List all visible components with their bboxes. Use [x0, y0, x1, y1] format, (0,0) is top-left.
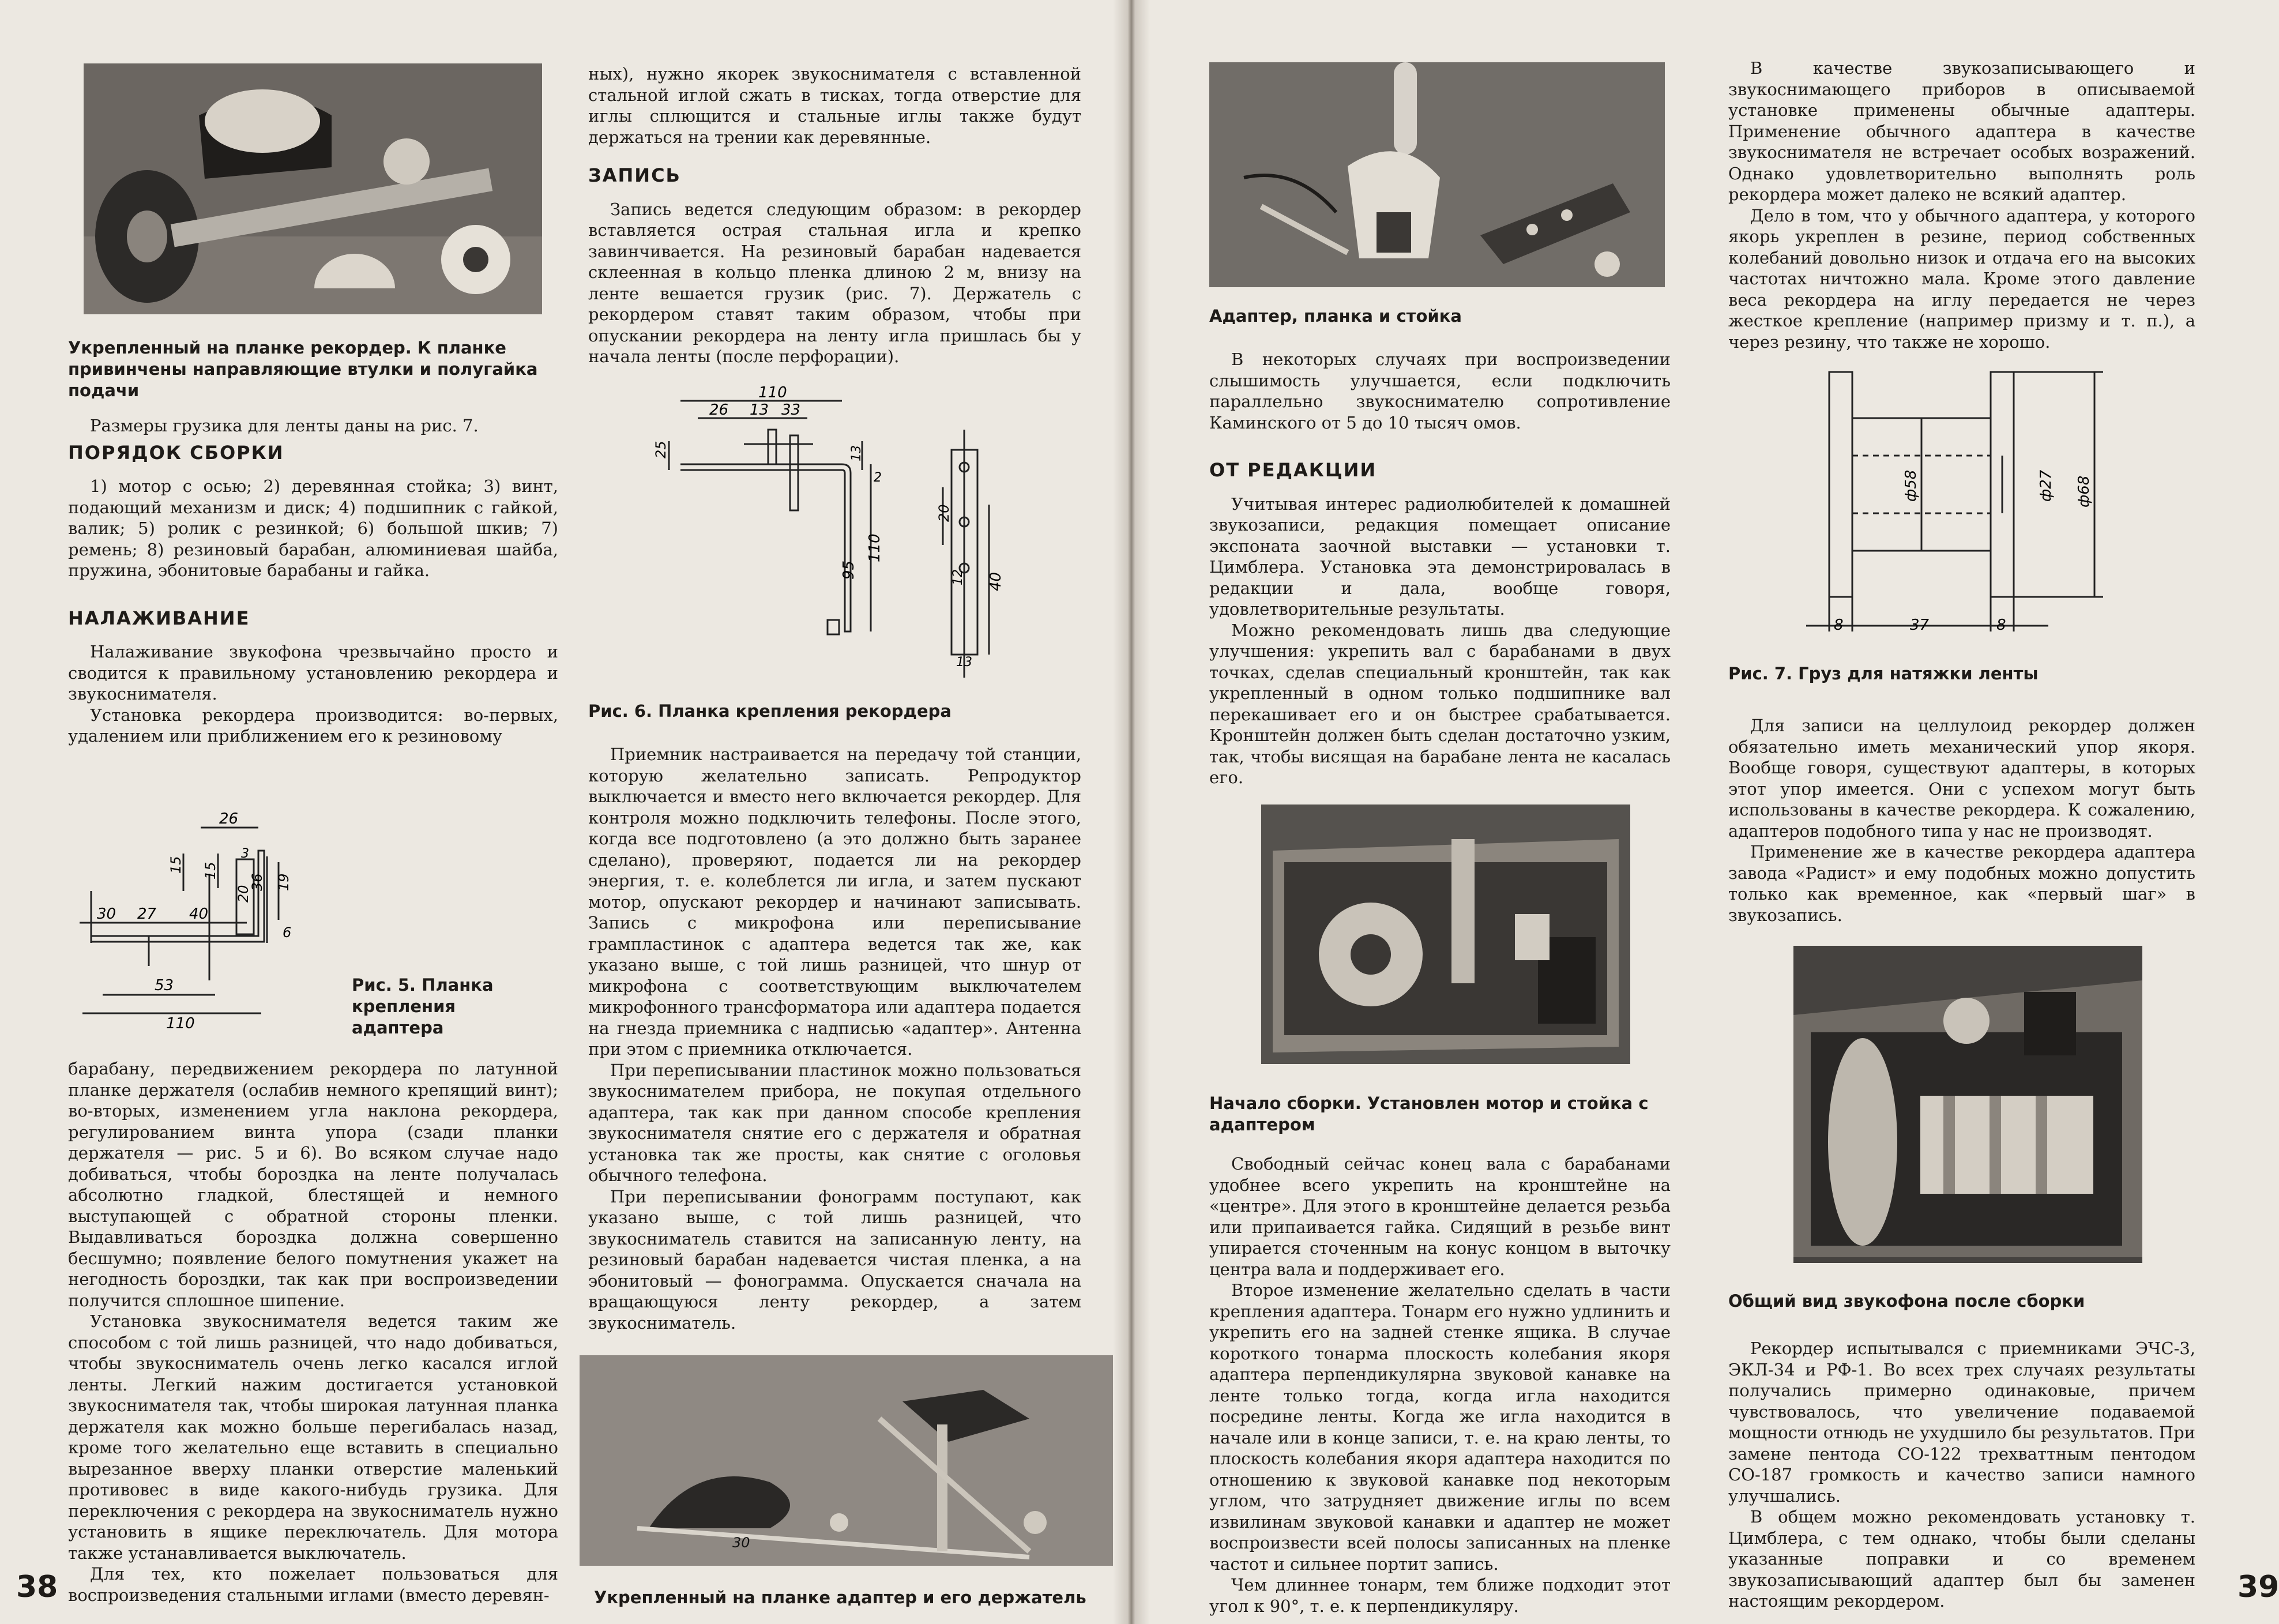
paragraph-kaminsky: В некоторых случаях при воспроизведении слышимость улучшается, если подключить параллельно звукоснимателю сопротивление Каминского от 5 до 10 тысяч омов. [1209, 349, 1671, 433]
paragraph-matter: Дело в том, что у обычного адаптера, у которого якорь укреплен в резине, период собственных колебаний довольно низок и отдача его на высоких частотах ничтожно мала. Кроме этого давление веса рекордера на иглу передается не через жесткое крепление (например призму и т. п.), а через резину, что также не хорошо. [1728, 205, 2195, 352]
fig5-dim-19: 19 [276, 873, 292, 891]
fig5-dim-27: 27 [137, 905, 157, 923]
fig5-dim-20: 20 [235, 885, 251, 903]
fig6-dim-110-side: 110 [866, 533, 883, 562]
paragraph-tested: Рекордер испытывался с приемниками ЭЧС-3, ЭКЛ-34 и РФ-1. Во всех трех случаях результаты получались примерно одинаковые, причем чувствовалось, что увеличение подаваемой мощности отнюдь не ухудшило бы результатов. При замене пентода СО-122 трехваттным пентодом СО-187 громкость и качество записи намного улучшались. [1728, 1339, 2195, 1506]
right-photo3-caption: Начало сборки. Установлен мотор и стойка с адаптером [1209, 1093, 1649, 1134]
fig6-dim-20: 20 [936, 504, 952, 522]
photo2-dim-30: 30 [732, 1535, 750, 1551]
fig7-dim-37: 37 [1910, 616, 1930, 634]
paragraph-record: Запись ведется следующим образом: в рекордер вставляется острая стальная игла и крепко завинчивается. На резиновый барабан надевается склеенная в кольцо пленка длиною 2 м, внизу на ленте вешается грузик (рис. 7). Держатель с рекордером ставят таким образом, чтобы при опускании рекордера на ленту игла пришлась бы у начала ленты (после перфорации). [588, 199, 1081, 366]
adapter-plate-stand-photo [1209, 62, 1665, 287]
right-photo1-caption: Адаптер, планка и стойка [1209, 306, 1462, 326]
paragraph-radist: Применение же в качестве рекордера адаптера завода «Радист» и ему подобных можно допустить только как временное, как «первый шаг» в звукозапись. [1728, 842, 2195, 925]
right-page [1131, 0, 2279, 1624]
spine-gutter [1113, 0, 1150, 1624]
figure-6-drawing [653, 384, 1061, 689]
right-col-2 [1728, 58, 2195, 352]
left-page [0, 0, 1129, 1624]
fig7-dim-8-right: 8 [1996, 616, 2006, 634]
adapter-holder-photo [580, 1355, 1116, 1566]
paragraph-needles: ных), нужно якорек звукоснимателя с вставленной стальной иглой сжать в тисках, тогда отверстие для иглы сплющится и стальные иглы также будут держаться на трении как деревянные. [588, 64, 1081, 147]
paragraph-editor-1: Учитывая интерес радиолюбителей к домашней звукозаписи, редакция помещает описание экспоната заочной выставки — установки т. Цимблера. Установка эта демонстрировалась в редакции и дала, вообще говоря, удовлетворительные результаты. [1209, 494, 1671, 619]
left-col-1 [68, 415, 558, 747]
paragraph-general: В общем можно рекомендовать установку т. Цимблера, с тем однако, чтобы были сделаны указанные поправки и со временем звукозаписывающий адаптер был бы заменен настоящим рекордером. [1728, 1507, 2195, 1611]
figure-7-drawing [1772, 363, 2164, 634]
paragraph-receiver: Приемник настраивается на передачу той станции, которую желательно записать. Репродуктор выключается и вместо него включается рекордер. Для контроля можно подключить телефоны. После этого, когда все подготовлено (а это должно быть заранее сделано), проверяют, подается ли на рекордер энергия, т. е. колеблется ли игла, и затем пускают мотор, опускают рекордер и начинают записывать. Запись с микрофона или переписывание грампластинок с адаптера ведется так же, как указано выше, с той лишь разницей, что шнур от микрофона с соответствующим выключателем микрофонного трансформатора или адаптера подается на гнезда приемника с надписью «адаптер». Антенна при этом с приемника отключается. [588, 745, 1081, 1059]
fig6-dim-40: 40 [987, 572, 1005, 591]
paragraph-rewrite-1: При переписывании пластинок можно пользоваться звукоснимателем прибора, не покупая отдельного адаптера, так как при данном способе крепления звукоснимателя снятие его с держателя и обратная установка так же просты, как снятие с оголовья обычного телефона. [588, 1060, 1081, 1185]
paragraph-free-end: Свободный сейчас конец вала с барабанами удобнее всего укрепить на кронштейне на «центре». Для этого в кронштейне делается резьба или припаивается гайка. Сидящий в резьбе винт упирается сточенным на конус концом в выточку центра вала и поддерживает его. [1209, 1154, 1671, 1279]
paragraph-continued-1: барабану, передвижением рекордера по латунной планке держателя (ослабив немного крепящий винт); во-вторых, изменением угла наклона рекордера, регулированием винта упора (сзади планки держателя — рис. 5 и 6). Во всяком случае надо добиваться, чтобы бороздка на ленте получалась абсолютно гладкой, блестящей и немного выступающей с обратной стороны пленки. Выдавливаться бороздка должна совершенно бесшумно; появление белого помутнения укажет на негодность бороздки, так как при воспроизведении получится сплошное шипение. [68, 1059, 558, 1310]
fig6-dim-26: 26 [709, 401, 729, 419]
fig6-dim-13: 13 [750, 401, 769, 419]
fig7-dim-f58: ф58 [1902, 469, 1920, 502]
photo2-dimension-drawing [721, 1531, 790, 1554]
assembled-soundphone-image [1793, 946, 2142, 1263]
recorder-on-plate-photo [84, 63, 542, 314]
fig7-dim-8-left: 8 [1834, 616, 1844, 634]
fig5-dim-26: 26 [219, 810, 239, 828]
paragraph-adapters: В качестве звукозаписывающего и звукоснимающего приборов в описываемой установке применены обычные адаптеры. Применение обычного адаптера в качестве звукоснимателя не встречает особых возражений. Однако удовлетворительно выполнять роль рекордера может далеко не всякий адаптер. [1728, 58, 2195, 204]
paragraph-gruzik: Размеры грузика для ленты даны на рис. 7. [90, 416, 479, 435]
figure-6-recorder-plate [653, 384, 1061, 689]
heading-editor: ОТ РЕДАКЦИИ [1209, 459, 1377, 481]
page-number-left: 38 [16, 1570, 58, 1604]
paragraph-tuning-2: Установка рекордера производится: во-первых, удалением или приближением его к резиновому [68, 705, 558, 746]
right-col-2-continued [1728, 715, 2195, 926]
fig5-dim-30: 30 [97, 905, 116, 923]
paragraph-celluloid: Для записи на целлулоид рекордер должен обязательно иметь механический упор якоря. Вообще говоря, существуют адаптеры, в которых этот упор имеется. Они с успехом могут быть использованы в качестве рекордера. К сожалению, адаптеров подобного типа у нас не производят. [1728, 716, 2195, 841]
recorder-on-plate-image [84, 63, 542, 314]
heading-record: ЗАПИСЬ [588, 164, 681, 186]
fig5-dim-110: 110 [166, 1015, 195, 1032]
heading-tuning: НАЛАЖИВАНИЕ [68, 607, 250, 629]
left-col-1-continued [68, 1058, 558, 1606]
paragraph-editor-2: Можно рекомендовать лишь два следующие улучшения: укрепить вал с барабанами в двух точках, сделав специальный кронштейн, так как укрепленный в одном только подшипнике вал перекашивает его и он быстрее срабатывается. Кронштейн должен быть сделан достаточно узким, так, чтобы висящая на барабане лента не касалась его. [1209, 620, 1671, 787]
assembled-soundphone-photo [1793, 946, 2142, 1263]
fig6-dim-110-top: 110 [758, 384, 787, 401]
fig5-dim-6: 6 [283, 924, 292, 941]
heading-assembly: ПОРЯДОК СБОРКИ [68, 441, 284, 464]
page-number-right: 39 [2237, 1570, 2279, 1604]
fig6-dim-2: 2 [874, 471, 882, 485]
paragraph-continued-2: Установка звукоснимателя ведется таким же способом с той лишь разницей, что надо добиваться, чтобы звукосниматель очень легко касался иглой ленты. Легкий нажим достигается установкой звукоснимателя так, чтобы широкая латунная планка держателя как можно больше перегибалась назад, кроме того желательно еще вставить в специально вырезанное вверху планки отверстие маленький противовес в виде какого-нибудь грузика. Для переключения с рекордера на звукосниматель нужно установить в ящике переключатель. Для мотора также устанавливается выключатель. [68, 1311, 558, 1563]
fig6-dim-95: 95 [840, 560, 858, 580]
fig6-dim-13b: 13 [849, 445, 864, 461]
paragraph-continued-3: Для тех, кто пожелает пользоваться для воспроизведения стальными иглами (вместо деревян- [68, 1564, 558, 1605]
paragraph-assembly: 1) мотор с осью; 2) деревянная стойка; 3) винт, подающий механизм и диск; 4) подшипник с гайкой, валик; 5) ролик с резинкой; 6) большой шкив; 7) ремень; 8) резиновый барабан, алюминиевая шайба, пружина, эбонитовые барабаны и гайка. [68, 476, 558, 580]
fig5-dim-15a: 15 [168, 856, 184, 874]
fig5-dim-53: 53 [155, 977, 174, 994]
figure-7-caption: Рис. 7. Груз для натяжки ленты [1728, 664, 2039, 683]
figure-7-tension-weight [1772, 363, 2164, 634]
adapter-plate-stand-image [1209, 62, 1665, 287]
photo2-dimension-label [721, 1531, 790, 1554]
right-col-1-continued [1209, 1153, 1671, 1617]
fig6-dim-25: 25 [653, 441, 669, 458]
right-photo4-caption: Общий вид звукофона после сборки [1728, 1291, 2085, 1311]
paragraph-longer-arm: Чем длиннее тонарм, тем ближе подходит этот угол к 90°, т. е. к перпендикуляру. [1209, 1575, 1671, 1616]
fig5-dim-3: 3 [241, 847, 249, 861]
assembly-start-image [1261, 805, 1630, 1064]
left-col-2-continued [588, 744, 1081, 1333]
left-col-2 [588, 63, 1081, 367]
paragraph-tuning-1: Налаживание звукофона чрезвычайно просто и сводится к правильному установлению рекордера и звукоснимателя. [68, 642, 558, 704]
photo2-caption: Укрепленный на планке адаптер и его держатель [594, 1588, 1086, 1607]
adapter-holder-image [580, 1355, 1116, 1566]
fig6-dim-33: 33 [781, 401, 801, 419]
fig7-dim-f27: ф27 [2037, 469, 2055, 502]
right-col-1 [1209, 349, 1671, 788]
fig5-dim-40: 40 [189, 905, 209, 923]
right-col-2-final [1728, 1338, 2195, 1612]
assembly-start-photo [1261, 805, 1630, 1064]
fig5-dim-15b: 15 [202, 862, 219, 879]
photo1-caption: Укрепленный на планке рекордер. К планке привинчены направляющие втулки и полугайка подачи [68, 338, 538, 400]
fig7-dim-f68: ф68 [2075, 475, 2093, 507]
figure-6-caption: Рис. 6. Планка крепления рекордера [588, 701, 952, 721]
paragraph-rewrite-2: При переписывании фонограмм поступают, как указано выше, с той лишь разницей, что звукосниматель ставится на записанную ленту, на резиновый барабан надевается чистая пленка, а на эбонитовый — фонограмма. Опускается сначала на вращающуюся ленту рекордер, а затем звукосниматель. [588, 1186, 1081, 1333]
fig5-dim-36: 36 [249, 873, 265, 891]
paragraph-second-change: Второе изменение желательно сделать в части крепления адаптера. Тонарм его нужно удлинить и укрепить его на задней стенке ящика. В случае короткого тонарма плоскость колебания якоря адаптера перпендикулярна звуковой канавке на ленте только тогда, когда игла находится посредине ленты. Когда же игла находится в начале или в конце записи, т. е. на краю ленты, то плоскость колебания якоря адаптера находится по отношению к звуковой канавке под некоторым углом, что затрудняет движение иглы по всем извилинам звуковой канавки и адаптер не может воспроизвести всей полосы записанных на пленке частот и сильнее портит запись. [1209, 1280, 1671, 1574]
fig6-dim-12: 12 [951, 569, 965, 585]
fig6-dim-13c: 13 [956, 655, 972, 670]
figure-5-caption: Рис. 5. Планка крепления адаптера [352, 975, 494, 1037]
